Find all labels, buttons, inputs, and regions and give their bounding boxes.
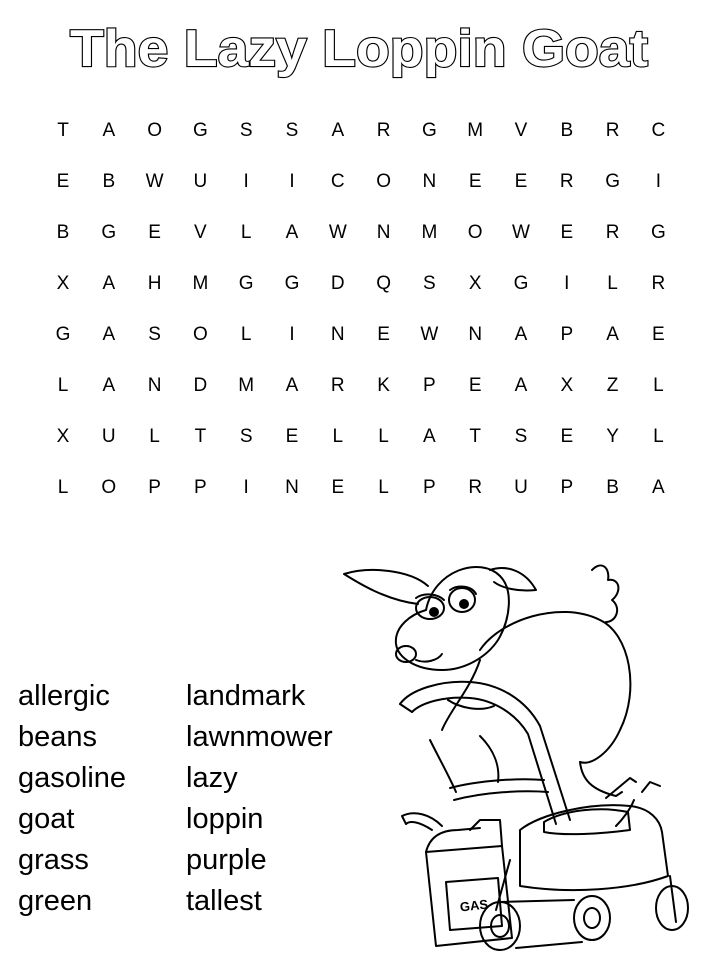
grid-letter: D [330,273,345,294]
grid-letter: K [377,375,390,396]
grid-letter: L [653,426,664,447]
grid-letter: E [468,375,482,396]
grid-row [40,418,680,469]
word-list-column-2 [186,676,333,922]
word-list-item: tallest [186,885,262,917]
word-list-item: beans [18,721,98,753]
grid-letter: X [56,273,70,294]
word-list-item: loppin [186,803,264,835]
grid-letter: T [194,426,207,447]
grid-letter: L [378,426,389,447]
grid-letter: W [145,171,164,192]
grid-row [40,265,680,316]
word-list-item: goat [18,803,75,835]
grid-letter: L [240,324,252,345]
grid-letter: P [560,324,574,345]
word-list-item: landmark [186,680,306,712]
grid-letter: M [238,375,255,396]
grid-row [40,367,680,418]
grid-letter: E [56,171,70,192]
grid-letter: D [193,375,208,396]
word-list-item: allergic [18,680,110,712]
grid-letter: O [193,324,208,345]
grid-letter: U [101,426,116,447]
grid-letter: Z [606,375,619,396]
grid-letter: I [289,324,295,345]
grid-letter: N [468,324,483,345]
grid-letter: A [331,120,345,141]
grid-letter: G [605,171,620,192]
grid-letter: E [377,324,390,345]
grid-letter: S [423,273,436,294]
grid-letter: N [330,324,345,345]
grid-letter: S [285,120,299,141]
grid-letter: P [148,477,161,498]
grid-letter: E [468,171,482,192]
grid-letter: E [148,222,161,243]
grid-letter: G [238,273,254,294]
grid-letter: X [468,273,482,294]
grid-letter: A [102,273,116,294]
grid-letter: R [376,120,391,141]
gas-can-label: GAS [459,896,489,915]
grid-letter: X [560,375,574,396]
grid-letter: A [423,426,436,447]
page-title [0,0,718,90]
grid-row [40,469,680,520]
grid-letter: L [653,375,664,396]
grid-letter: L [149,426,160,447]
grid-letter: S [239,426,253,447]
grid-letter: P [194,477,207,498]
grid-letter: E [652,324,665,345]
grid-letter: R [651,273,666,294]
page-title-text: The Lazy Loppin Goat [70,20,648,78]
word-list-item: lawnmower [186,721,333,753]
grid-letter: O [147,120,162,141]
grid-letter: U [193,171,208,192]
grid-letter: E [560,426,574,447]
word-list-item: gasoline [18,762,127,794]
grid-letter: I [655,171,662,192]
grid-letter: L [240,222,252,243]
grid-letter: I [289,171,295,192]
grid-letter: A [102,120,116,141]
grid-letter: X [56,426,70,447]
grid-letter: R [605,222,620,243]
grid-letter: I [564,273,570,294]
goat-lawnmower-illustration [330,530,718,957]
grid-letter: P [560,477,574,498]
grid-letter: M [467,120,484,141]
grid-letter: L [607,273,618,294]
grid-letter: M [421,222,438,243]
grid-letter: E [514,171,528,192]
word-list-item: purple [186,844,267,876]
word-list-item: green [18,885,93,917]
grid-letter: P [423,477,436,498]
grid-letter: N [285,477,299,498]
grid-letter: W [512,222,530,243]
grid-letter: E [285,426,299,447]
grid-letter: N [147,375,162,396]
grid-letter: M [192,273,209,294]
grid-letter: G [513,273,529,294]
grid-letter: Y [606,426,619,447]
grid-letter: I [243,171,249,192]
grid-letter: N [376,222,391,243]
grid-letter: R [605,120,620,141]
grid-letter: G [193,120,208,141]
grid-letter: B [102,171,116,192]
grid-letter: A [606,324,619,345]
grid-letter: W [420,324,439,345]
grid-letter: A [652,477,665,498]
grid-letter: H [147,273,162,294]
grid-letter: S [148,324,161,345]
grid-letter: Q [376,273,391,294]
grid-letter: S [239,120,253,141]
grid-row [40,112,680,163]
grid-letter: B [560,120,574,141]
grid-letter: G [55,324,71,345]
grid-letter: A [285,375,299,396]
grid-letter: C [651,120,666,141]
grid-letter: B [606,477,619,498]
grid-letter: B [56,222,70,243]
grid-letter: L [57,477,69,498]
grid-letter: R [468,477,483,498]
grid-letter: T [57,120,69,141]
grid-letter: V [514,120,528,141]
word-list-column-1 [18,676,126,922]
grid-letter: O [101,477,117,498]
grid-letter: A [514,324,528,345]
grid-letter: U [514,477,528,498]
grid-letter: L [378,477,389,498]
grid-letter: T [469,426,481,447]
grid-letter: O [376,171,391,192]
grid-letter: W [328,222,347,243]
word-list-item: lazy [186,762,238,794]
grid-letter: C [330,171,345,192]
grid-letter: V [194,222,207,243]
grid-letter: A [514,375,528,396]
grid-letter: N [422,171,437,192]
grid-letter: R [330,375,345,396]
grid-letter: G [284,273,300,294]
grid-letter: A [102,324,116,345]
grid-letter: R [559,171,574,192]
grid-letter: L [332,426,344,447]
grid-letter: E [560,222,574,243]
grid-letter: A [285,222,299,243]
grid-letter: E [331,477,345,498]
grid-letter: G [101,222,117,243]
grid-letter: L [57,375,69,396]
grid-row [40,214,680,265]
grid-letter: S [514,426,528,447]
grid-row [40,316,680,367]
grid-letter: P [423,375,436,396]
grid-letter: A [102,375,116,396]
grid-letter: G [422,120,437,141]
grid-row [40,163,680,214]
word-list-item: grass [18,844,89,876]
grid-letter: I [243,477,249,498]
word-search-grid [40,112,680,520]
grid-letter: G [651,222,666,243]
grid-letter: O [467,222,483,243]
